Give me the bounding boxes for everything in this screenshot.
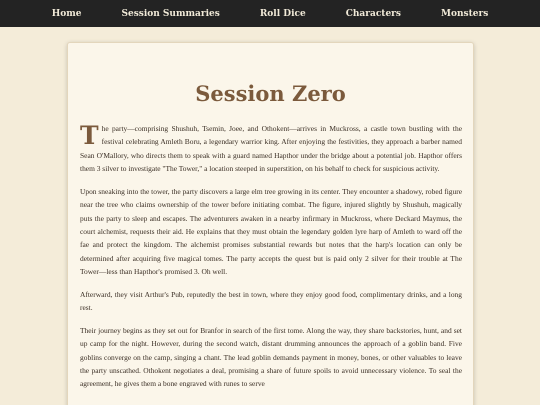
paragraph-1-text: he party—comprising Shushuh, Tsemin, Joee, and Othokent—arrives in Muckross, a castle town bustling with the festival celebrating Amleth Boru, a legendary warrior king. After enjoying the festivities, they approach a barber named Sean O'Mallory, who directs them to speak with a guard named Hapthor under the bridge about a potential job. Hapthor offers them 3 silver to investigate "The Tower," a location steeped in superstition, on his behalf to check for suspicious activity.	[80, 124, 462, 174]
nav-session-summaries-link[interactable]: Session Summaries	[121, 8, 220, 19]
session-card	[67, 42, 474, 405]
paragraph-4: Their journey begins as they set out for Branfor in search of the first tome. Along the way, they share backstories, hunt, and set up camp for the night. However, during the second watch, distant drumming announces the approach of a goblin band. Five goblins converge on the camp, singing a chant. The lead goblin demands payment in money, bones, or other valuables to leave the party unscathed. Othokent negotiates a deal, promising a share of future spoils to avoid unnecessary violence. To seal the agreement, he gives them a bone engraved with runes to serve	[80, 325, 462, 389]
nav-characters-link[interactable]: Characters	[345, 8, 401, 19]
page-title: Session Zero	[195, 81, 346, 106]
nav-home-link[interactable]: Home	[51, 8, 82, 19]
nav-monsters-link[interactable]: Monsters	[441, 8, 489, 19]
nav-roll-dice-link[interactable]: Roll Dice	[259, 8, 306, 19]
top-navbar	[0, 0, 540, 27]
paragraph-1	[80, 122, 462, 176]
paragraph-3: Afterward, they visit Arthur's Pub, reputedly the best in town, where they enjoy good food, complimentary drinks, and a long rest.	[80, 289, 462, 313]
paragraph-2: Upon sneaking into the tower, the party discovers a large elm tree growing in its center. They encounter a shadowy, robed figure near the tree who claims ownership of the tower before initiating combat. The figure, injured slightly by Shushuh, magically puts the party to sleep and escapes. The adventurers awaken in a nearby infirmary in Muckross, where Deckard Maymus, the court alchemist, requests their aid. He explains that they must obtain the legendary golden lyre harp of Amleth to ward off the fae and protect the kingdom. The alchemist promises substantial rewards but notes that the harp's location can only be determined after acquiring five magical tomes. The party accepts the quest but is paid only 2 silver for their trouble at The Tower—less than Hapthor's promised 3. Oh well.	[80, 186, 462, 277]
dropcap-letter: T	[80, 121, 99, 150]
session-body	[80, 122, 462, 400]
